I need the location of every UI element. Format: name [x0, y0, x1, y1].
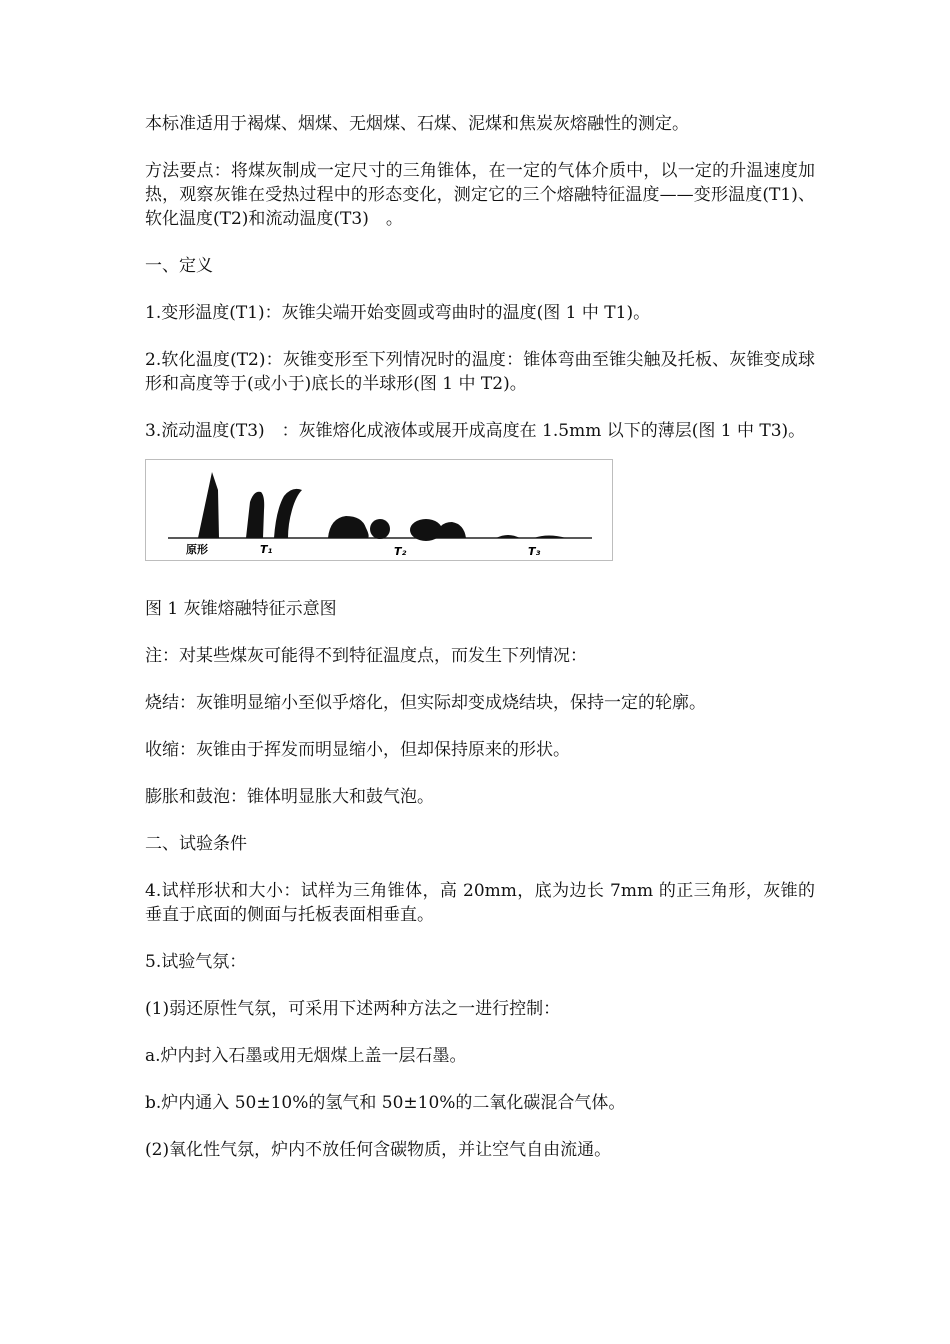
t1-bent-cone-shape	[274, 489, 302, 538]
t3-flat-layer-shape	[534, 536, 566, 539]
document-page	[145, 112, 815, 1185]
t2-bent-touch-shape	[328, 516, 369, 538]
t2-sphere-shape	[370, 519, 390, 539]
paragraph-note: 注：对某些煤灰可能得不到特征温度点，而发生下列情况：	[145, 646, 587, 666]
paragraph-method-a: a.炉内封入石墨或用无烟煤上盖一层石墨。	[145, 1046, 467, 1066]
label-original: 原形	[186, 543, 208, 556]
paragraph-method: 方法要点：将煤灰制成一定尺寸的三角锥体，在一定的气体介质中，以一定的升温速度加热，观察灰锥在受热过程中的形态变化，测定它的三个熔融特征温度——变形温度(T1)、软化温度(T2)和流动温度(T3) 。	[145, 161, 815, 229]
paragraph-deformation-temp: 1.变形温度(T1)：灰锥尖端开始变圆或弯曲时的温度(图 1 中 T1)。	[145, 303, 651, 323]
label-t1: T₁	[260, 543, 273, 556]
paragraph-sintering: 烧结：灰锥明显缩小至似乎熔化，但实际却变成烧结块，保持一定的轮廓。	[145, 693, 706, 713]
paragraph-reducing-atmosphere: (1)弱还原性气氛，可采用下述两种方法之一进行控制：	[145, 999, 561, 1019]
paragraph-softening-temp: 2.软化温度(T2)：灰锥变形至下列情况时的温度：锥体弯曲至锥尖触及托板、灰锥变成球形和高度等于(或小于)底长的半球形(图 1 中 T2)。	[145, 350, 815, 394]
paragraph-sample-shape: 4.试样形状和大小：试样为三角锥体，高 20mm，底为边长 7mm 的正三角形，灰锥的垂直于底面的侧面与托板表面相垂直。	[145, 881, 815, 925]
section-heading-test-conditions: 二、试验条件	[145, 834, 247, 854]
original-cone-shape	[198, 472, 219, 538]
label-t2: T₂	[394, 545, 407, 558]
paragraph-scope: 本标准适用于褐煤、烟煤、无烟煤、石煤、泥煤和焦炭灰熔融性的测定。	[145, 114, 689, 134]
ash-cone-diagram	[146, 460, 612, 560]
ash-cone-figure	[145, 459, 613, 561]
t2-hemisphere-shape	[436, 522, 466, 538]
paragraph-flow-temp: 3.流动温度(T3) ：灰锥熔化成液体或展开成高度在 1.5mm 以下的薄层(图 1 中 T3)。	[145, 421, 806, 441]
paragraph-shrinkage: 收缩：灰锥由于挥发而明显缩小，但却保持原来的形状。	[145, 740, 570, 760]
paragraph-method-b: b.炉内通入 50±10%的氢气和 50±10%的二氧化碳混合气体。	[145, 1093, 626, 1113]
label-t3: T₃	[528, 545, 541, 558]
t3-thin-layer-shape	[496, 535, 520, 538]
paragraph-test-atmosphere: 5.试验气氛：	[145, 952, 247, 972]
paragraph-swelling: 膨胀和鼓泡：锥体明显胀大和鼓气泡。	[145, 787, 434, 807]
paragraph-oxidizing-atmosphere: (2)氧化性气氛，炉内不放任何含碳物质，并让空气自由流通。	[145, 1140, 612, 1160]
figure-caption: 图 1 灰锥熔融特征示意图	[145, 599, 337, 619]
section-heading-definitions: 一、定义	[145, 256, 213, 276]
t1-rounded-cone-shape	[246, 492, 264, 538]
